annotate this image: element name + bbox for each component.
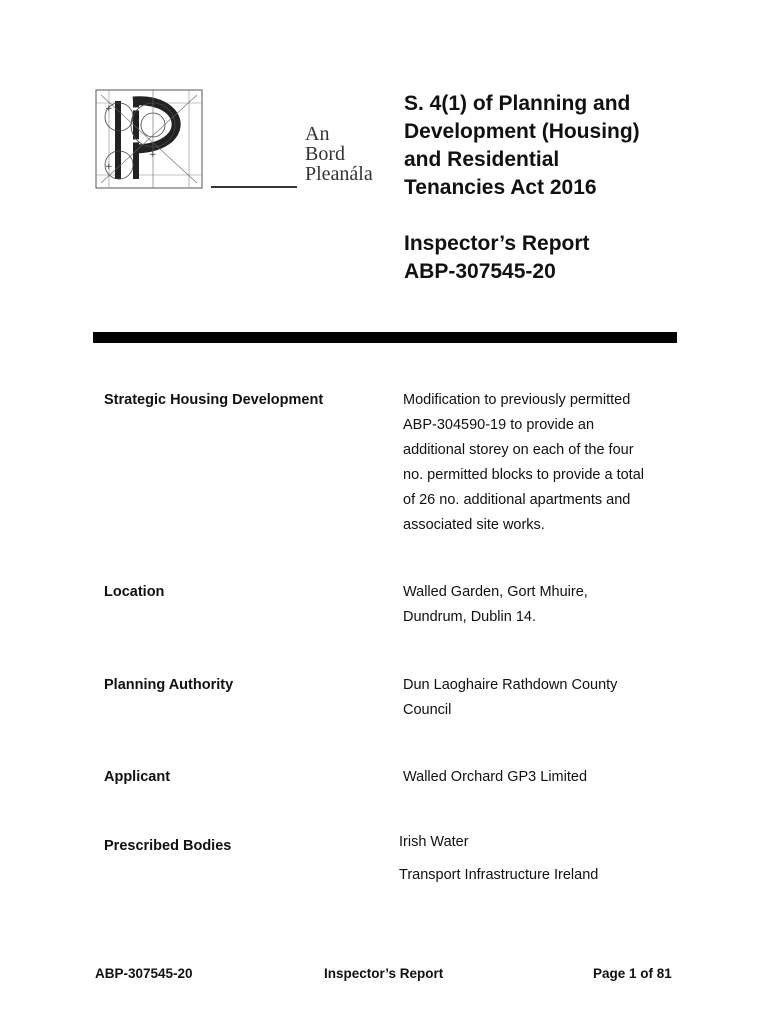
svg-text:+: + xyxy=(105,162,113,172)
report-heading xyxy=(404,230,704,286)
location-label: Location xyxy=(104,584,165,600)
value-line: of 26 no. additional apartments and xyxy=(403,492,631,508)
strategic-housing-label: Strategic Housing Development xyxy=(104,392,324,408)
logo-text-pleanala: Pleanála xyxy=(305,163,373,185)
value-line: ABP-304590-19 to provide an xyxy=(403,417,595,433)
value-line: additional storey on each of the four xyxy=(403,442,634,458)
strategic-housing-value xyxy=(403,388,683,538)
logo-emblem-icon xyxy=(93,87,205,191)
value-line: Dun Laoghaire Rathdown County xyxy=(403,677,618,693)
applicant-value: Walled Orchard GP3 Limited xyxy=(403,769,588,785)
footer-page-number: Page 1 of 81 xyxy=(593,966,672,981)
document-title xyxy=(404,90,704,202)
title-line: S. 4(1) of Planning and xyxy=(404,92,631,115)
report-title: Inspector’s Report xyxy=(404,232,590,255)
title-line: Development (Housing) xyxy=(404,120,640,143)
title-line: and Residential xyxy=(404,148,560,171)
case-reference: ABP-307545-20 xyxy=(404,260,556,283)
header-divider xyxy=(93,332,677,343)
svg-text:+: + xyxy=(149,150,157,160)
applicant-label: Applicant xyxy=(104,769,171,785)
value-line: no. permitted blocks to provide a total xyxy=(403,467,644,483)
footer-reference: ABP-307545-20 xyxy=(95,966,193,981)
value-line: Dundrum, Dublin 14. xyxy=(403,609,536,625)
an-bord-pleanala-logo xyxy=(93,87,373,192)
logo-text-an: An xyxy=(305,123,330,145)
value-line: associated site works. xyxy=(403,517,545,533)
prescribed-body-irish-water: Irish Water xyxy=(399,834,469,850)
footer-title: Inspector’s Report xyxy=(324,966,444,981)
prescribed-bodies-label: Prescribed Bodies xyxy=(104,838,232,854)
planning-authority-value xyxy=(403,673,683,723)
planning-authority-label: Planning Authority xyxy=(104,677,234,693)
prescribed-body-tii: Transport Infrastructure Ireland xyxy=(399,867,599,883)
svg-text:+: + xyxy=(105,104,113,114)
value-line: Walled Garden, Gort Mhuire, xyxy=(403,584,588,600)
location-value xyxy=(403,580,683,630)
logo-underline xyxy=(211,186,297,188)
logo-text-bord: Bord xyxy=(305,143,345,165)
title-line: Tenancies Act 2016 xyxy=(404,176,597,199)
value-line: Modification to previously permitted xyxy=(403,392,631,408)
value-line: Council xyxy=(403,702,452,718)
